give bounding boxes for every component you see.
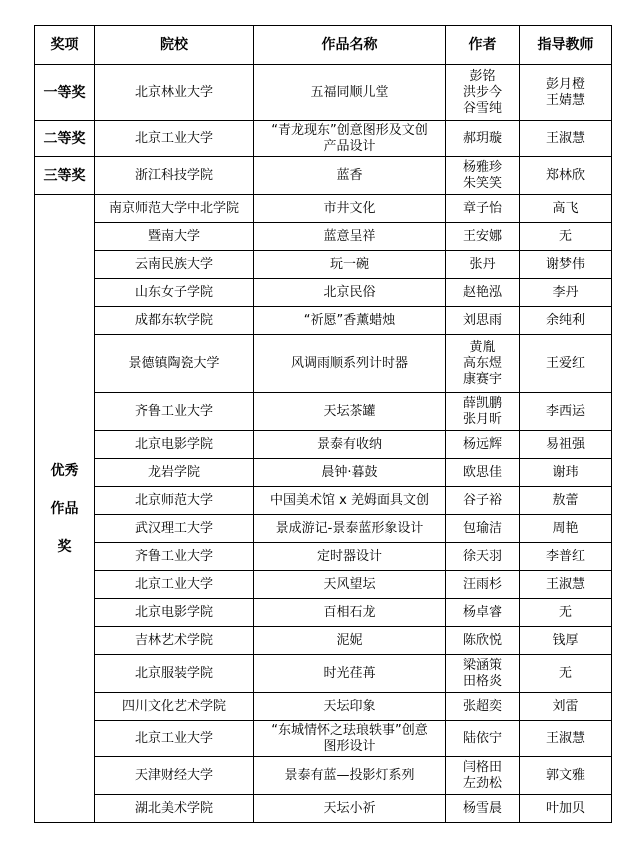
author-cell-line: 欧思佳 xyxy=(462,464,502,480)
table-row xyxy=(35,335,612,393)
school-cell: 北京电影学院 xyxy=(95,431,254,459)
teacher-cell xyxy=(520,599,612,627)
author-cell xyxy=(446,393,520,431)
author-cell xyxy=(446,515,520,543)
header-award: 奖项 xyxy=(35,26,95,65)
author-cell-line: 左劲松 xyxy=(462,775,502,791)
teacher-cell xyxy=(520,279,612,307)
title-cell xyxy=(254,431,446,459)
teacher-cell xyxy=(520,459,612,487)
teacher-cell xyxy=(520,627,612,655)
teacher-cell xyxy=(520,307,612,335)
title-cell-line: 景成游记-景泰蓝形象设计 xyxy=(275,520,424,536)
author-cell xyxy=(446,571,520,599)
author-cell xyxy=(446,195,520,223)
table-row xyxy=(35,195,612,223)
teacher-cell xyxy=(520,655,612,693)
teacher-cell-line: 郭文雅 xyxy=(545,767,585,783)
title-cell-line: 百相石龙 xyxy=(323,604,376,620)
teacher-cell xyxy=(520,223,612,251)
title-cell-line: 景泰有收纳 xyxy=(316,436,382,452)
title-cell-line: 天坛小祈 xyxy=(323,800,376,816)
school-cell: 成都东软学院 xyxy=(95,307,254,335)
title-cell xyxy=(254,223,446,251)
title-cell xyxy=(254,515,446,543)
award-excellent xyxy=(35,195,95,823)
author-cell-line: 王安娜 xyxy=(462,228,502,244)
table-row xyxy=(35,223,612,251)
table-row xyxy=(35,515,612,543)
teacher-cell-line: 钱厚 xyxy=(552,632,579,648)
title-cell xyxy=(254,307,446,335)
teacher-cell-line: 谢梦伟 xyxy=(545,256,585,272)
school-cell: 齐鲁工业大学 xyxy=(95,543,254,571)
teacher-cell-line: 叶加贝 xyxy=(545,800,585,816)
title-cell-line: 景泰有蓝—投影灯系列 xyxy=(284,767,415,783)
awards-table xyxy=(34,25,612,823)
author-cell-line: 朱笑笑 xyxy=(462,175,502,191)
teacher-cell xyxy=(520,543,612,571)
title-cell-line: 风调雨顺系列计时器 xyxy=(290,355,408,371)
author-cell-line: 陆依宁 xyxy=(462,730,502,746)
author-cell-line: 汪雨杉 xyxy=(462,576,502,592)
author-cell xyxy=(446,157,520,195)
title-cell xyxy=(254,335,446,393)
teacher-cell xyxy=(520,121,612,157)
table-row xyxy=(35,693,612,721)
author-cell-line: 章子怡 xyxy=(462,200,502,216)
title-cell-line: “东城情怀之珐琅轶事”创意 xyxy=(271,722,428,738)
author-cell xyxy=(446,431,520,459)
table-row xyxy=(35,157,612,195)
table-row xyxy=(35,721,612,757)
title-cell xyxy=(254,721,446,757)
author-cell-line: 闫格田 xyxy=(462,759,502,775)
table-row xyxy=(35,431,612,459)
teacher-cell xyxy=(520,335,612,393)
author-cell-line: 杨卓睿 xyxy=(462,604,502,620)
author-cell-line: 陈欣悦 xyxy=(462,632,502,648)
teacher-cell-line: 王淑慧 xyxy=(545,576,585,592)
school-cell: 齐鲁工业大学 xyxy=(95,393,254,431)
title-cell-line: 天风望坛 xyxy=(323,576,376,592)
author-cell-line: 杨雅珍 xyxy=(462,159,502,175)
award-third: 三等奖 xyxy=(35,157,95,195)
teacher-cell xyxy=(520,693,612,721)
author-cell xyxy=(446,459,520,487)
author-cell xyxy=(446,757,520,795)
title-cell-line: 产品设计 xyxy=(323,138,376,154)
table-row xyxy=(35,251,612,279)
table-row xyxy=(35,279,612,307)
author-cell xyxy=(446,655,520,693)
author-cell-line: 张超奕 xyxy=(462,698,502,714)
table-row xyxy=(35,599,612,627)
table-row xyxy=(35,571,612,599)
school-cell: 武汉理工大学 xyxy=(95,515,254,543)
header-title: 作品名称 xyxy=(254,26,446,65)
author-cell-line: 彭铭 xyxy=(469,68,496,84)
teacher-cell-line: 郑林欣 xyxy=(545,167,585,183)
title-cell-line: 市井文化 xyxy=(323,200,376,216)
author-cell-line: 郝玥璇 xyxy=(462,130,502,146)
author-cell xyxy=(446,599,520,627)
author-cell-line: 杨远辉 xyxy=(462,436,502,452)
header-school: 院校 xyxy=(95,26,254,65)
title-cell-line: “青龙现东”创意图形及文创 xyxy=(271,122,428,138)
school-cell: 浙江科技学院 xyxy=(95,157,254,195)
author-cell xyxy=(446,721,520,757)
title-cell xyxy=(254,459,446,487)
title-cell-line: 图形设计 xyxy=(323,738,376,754)
teacher-cell-line: 彭月橙 xyxy=(545,76,585,92)
teacher-cell-line: 王淑慧 xyxy=(545,130,585,146)
title-cell xyxy=(254,543,446,571)
author-cell-line: 洪步今 xyxy=(462,84,502,100)
title-cell xyxy=(254,279,446,307)
table-row xyxy=(35,307,612,335)
author-cell xyxy=(446,627,520,655)
teacher-cell-line: 刘雷 xyxy=(552,698,579,714)
table-row xyxy=(35,795,612,823)
author-cell xyxy=(446,307,520,335)
author-cell-line: 刘思雨 xyxy=(462,312,502,328)
title-cell xyxy=(254,195,446,223)
title-cell xyxy=(254,571,446,599)
author-cell xyxy=(446,487,520,515)
title-cell-line: 泥妮 xyxy=(336,632,363,648)
author-cell-line: 谷子裕 xyxy=(462,492,502,508)
table-row xyxy=(35,757,612,795)
author-cell xyxy=(446,223,520,251)
teacher-cell xyxy=(520,487,612,515)
author-cell-line: 包瑜洁 xyxy=(462,520,502,536)
title-cell-line: 玩一碗 xyxy=(329,256,369,272)
title-cell xyxy=(254,487,446,515)
table-row xyxy=(35,393,612,431)
title-cell-line: 定时器设计 xyxy=(316,548,382,564)
title-cell xyxy=(254,757,446,795)
school-cell: 云南民族大学 xyxy=(95,251,254,279)
author-cell-line: 张丹 xyxy=(469,256,496,272)
table-row xyxy=(35,487,612,515)
title-cell-line: 北京民俗 xyxy=(323,284,376,300)
author-cell xyxy=(446,121,520,157)
teacher-cell-line: 周艳 xyxy=(552,520,579,536)
title-cell-line: 蓝意呈祥 xyxy=(323,228,376,244)
title-cell xyxy=(254,121,446,157)
teacher-cell xyxy=(520,721,612,757)
teacher-cell-line: 易祖强 xyxy=(545,436,585,452)
teacher-cell-line: 王淑慧 xyxy=(545,730,585,746)
teacher-cell xyxy=(520,393,612,431)
school-cell: 天津财经大学 xyxy=(95,757,254,795)
title-cell-line: 时光荏苒 xyxy=(323,665,376,681)
teacher-cell-line: 余纯利 xyxy=(545,312,585,328)
title-cell xyxy=(254,251,446,279)
school-cell: 景德镇陶瓷大学 xyxy=(95,335,254,393)
teacher-cell-line: 李西运 xyxy=(545,403,585,419)
school-cell: 北京林业大学 xyxy=(95,65,254,121)
table-row xyxy=(35,543,612,571)
author-cell-line: 杨雪晨 xyxy=(462,800,502,816)
author-cell-line: 薛凯鹏 xyxy=(462,395,502,411)
teacher-cell xyxy=(520,757,612,795)
author-cell-line: 谷雪纯 xyxy=(462,100,502,116)
award-excellent-line: 奖 xyxy=(57,538,72,555)
school-cell: 北京工业大学 xyxy=(95,121,254,157)
header-author: 作者 xyxy=(446,26,520,65)
author-cell xyxy=(446,795,520,823)
school-cell: 北京服装学院 xyxy=(95,655,254,693)
author-cell-line: 高东煜 xyxy=(462,355,502,371)
award-second: 二等奖 xyxy=(35,121,95,157)
author-cell xyxy=(446,543,520,571)
table-row xyxy=(35,65,612,121)
teacher-cell xyxy=(520,65,612,121)
teacher-cell-line: 无 xyxy=(558,665,572,681)
teacher-cell xyxy=(520,251,612,279)
title-cell-line: 天坛茶罐 xyxy=(323,403,376,419)
school-cell: 四川文化艺术学院 xyxy=(95,693,254,721)
table-row xyxy=(35,627,612,655)
author-cell-line: 徐天羽 xyxy=(462,548,502,564)
author-cell-line: 赵艳泓 xyxy=(462,284,502,300)
title-cell-line: 晨钟·暮鼓 xyxy=(321,464,378,480)
school-cell: 山东女子学院 xyxy=(95,279,254,307)
title-cell xyxy=(254,157,446,195)
teacher-cell-line: 王爱红 xyxy=(545,355,585,371)
table-row xyxy=(35,459,612,487)
title-cell xyxy=(254,627,446,655)
school-cell: 暨南大学 xyxy=(95,223,254,251)
header-teacher: 指导教师 xyxy=(520,26,612,65)
author-cell xyxy=(446,279,520,307)
school-cell: 北京电影学院 xyxy=(95,599,254,627)
teacher-cell xyxy=(520,515,612,543)
author-cell xyxy=(446,335,520,393)
teacher-cell xyxy=(520,157,612,195)
school-cell: 北京师范大学 xyxy=(95,487,254,515)
author-cell-line: 张月昕 xyxy=(462,411,502,427)
teacher-cell-line: 谢玮 xyxy=(552,464,579,480)
teacher-cell-line: 高飞 xyxy=(552,200,579,216)
title-cell xyxy=(254,795,446,823)
school-cell: 南京师范大学中北学院 xyxy=(95,195,254,223)
award-first: 一等奖 xyxy=(35,65,95,121)
table-row xyxy=(35,655,612,693)
author-cell-line: 梁涵策 xyxy=(462,657,502,673)
award-excellent-line: 作品 xyxy=(50,500,79,517)
teacher-cell-line: 无 xyxy=(558,228,572,244)
teacher-cell xyxy=(520,195,612,223)
title-cell-line: 中国美术馆 x 羌姆面具文创 xyxy=(270,492,429,508)
author-cell-line: 黄胤 xyxy=(469,339,496,355)
title-cell xyxy=(254,599,446,627)
teacher-cell-line: 李普红 xyxy=(545,548,585,564)
teacher-cell-line: 无 xyxy=(558,604,572,620)
teacher-cell-line: 李丹 xyxy=(552,284,579,300)
school-cell: 湖北美术学院 xyxy=(95,795,254,823)
author-cell xyxy=(446,65,520,121)
school-cell: 吉林艺术学院 xyxy=(95,627,254,655)
title-cell xyxy=(254,393,446,431)
school-cell: 北京工业大学 xyxy=(95,571,254,599)
title-cell xyxy=(254,655,446,693)
award-excellent-line: 优秀 xyxy=(50,462,79,479)
teacher-cell xyxy=(520,795,612,823)
header-row xyxy=(35,26,612,65)
school-cell: 龙岩学院 xyxy=(95,459,254,487)
table-row xyxy=(35,121,612,157)
teacher-cell xyxy=(520,571,612,599)
author-cell xyxy=(446,251,520,279)
title-cell-line: 五福同顺儿堂 xyxy=(310,84,389,100)
author-cell xyxy=(446,693,520,721)
author-cell-line: 康赛宇 xyxy=(462,371,502,387)
title-cell xyxy=(254,693,446,721)
title-cell-line: 天坛印象 xyxy=(323,698,376,714)
title-cell-line: 蓝香 xyxy=(336,167,363,183)
author-cell-line: 田格炎 xyxy=(462,673,502,689)
teacher-cell xyxy=(520,431,612,459)
school-cell: 北京工业大学 xyxy=(95,721,254,757)
title-cell xyxy=(254,65,446,121)
teacher-cell-line: 王婧慧 xyxy=(545,92,585,108)
title-cell-line: “祈愿”香薰蜡烛 xyxy=(303,312,396,328)
teacher-cell-line: 敖蕾 xyxy=(552,492,579,508)
